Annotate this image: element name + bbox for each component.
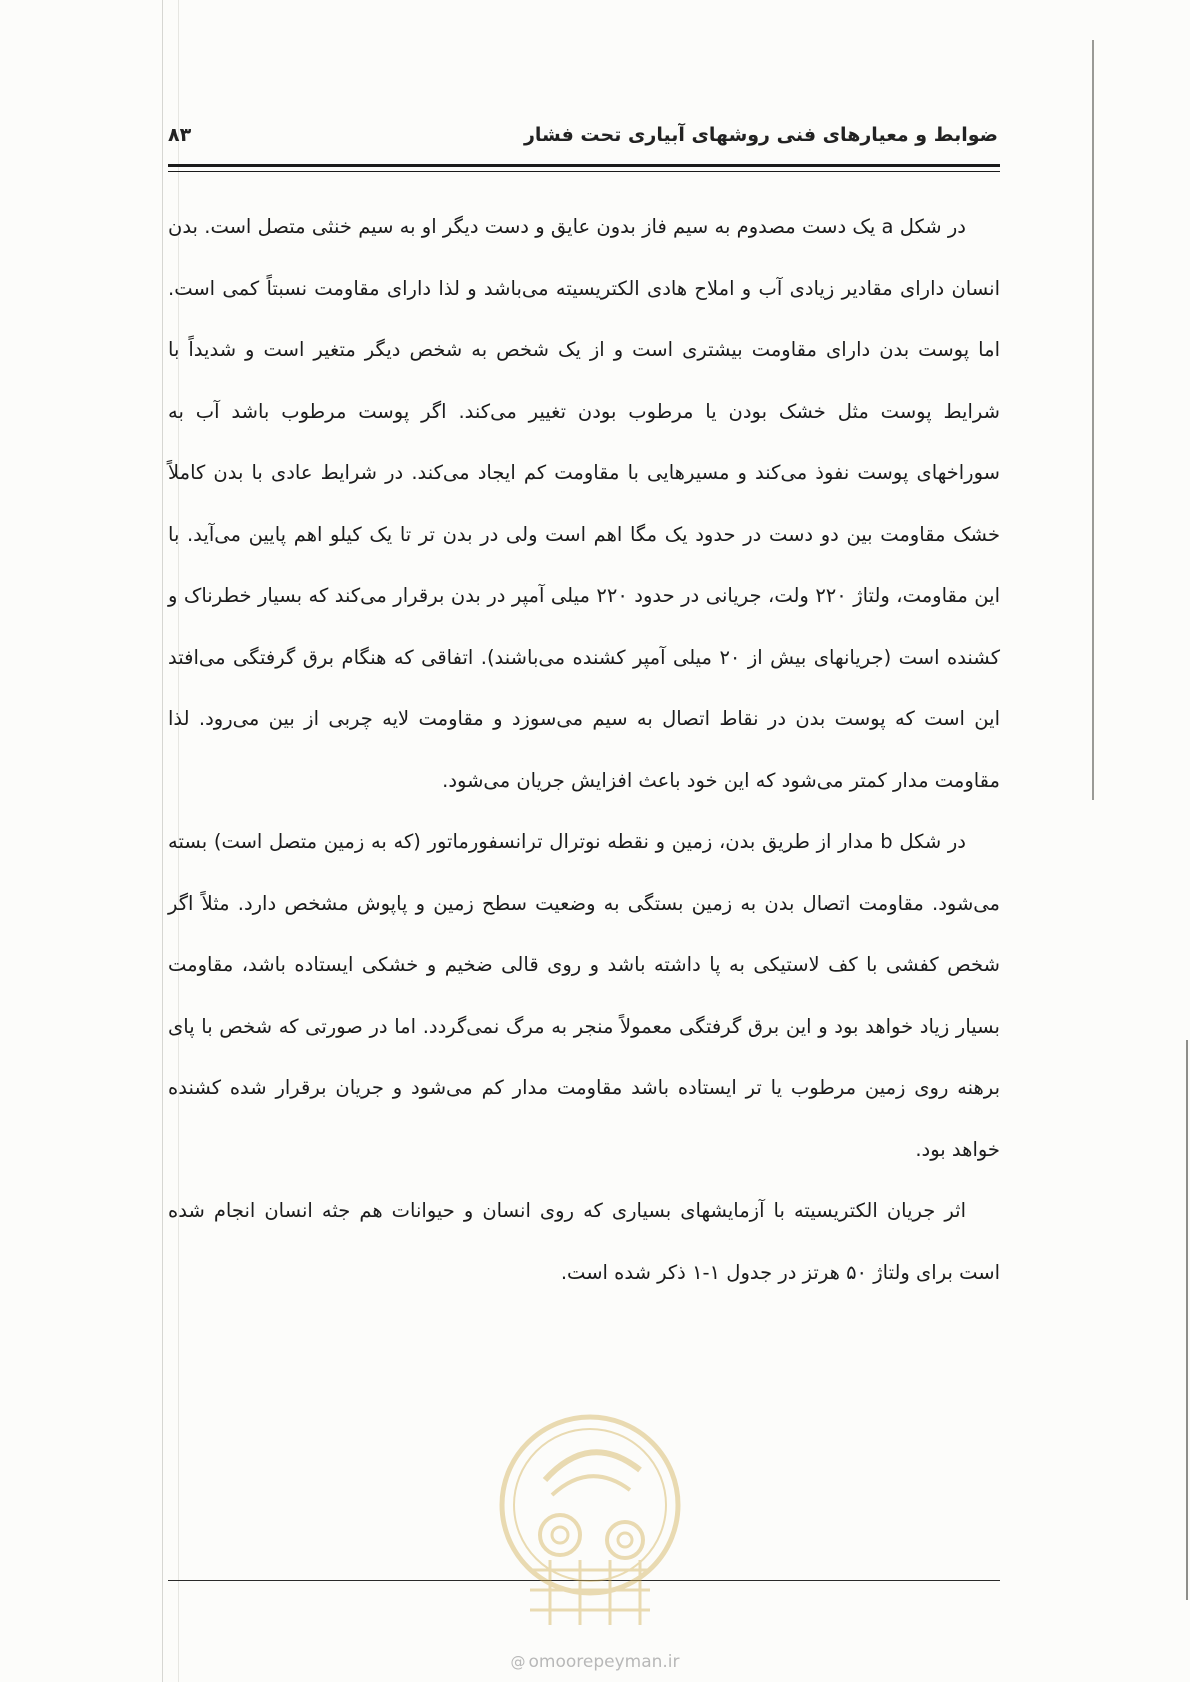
watermark-url xyxy=(0,1652,1190,1672)
body-text xyxy=(168,196,1000,1303)
header-rule-thin xyxy=(168,171,1000,172)
scan-edge-line xyxy=(162,0,163,1682)
page-number: ۸۳ xyxy=(168,124,192,146)
watermark-seal-icon xyxy=(490,1410,690,1640)
at-icon: @ xyxy=(510,1653,526,1671)
header-rule-thick xyxy=(168,164,1000,167)
paragraph: در شکل b مدار از طریق بدن، زمین و نقطه نوترال ترانسفورماتور (که به زمین متصل است) بسته می‌شود. مقاومت اتصال بدن به زمین بستگی به وضعیت سطح زمین و پاپوش مشخص دارد. مثلاً اگر شخص کفشی با کف لاستیکی به پا داشته باشد و روی قالی ضخیم و خشکی ایستاده باشد، مقاومت بسیار زیاد خواهد بود و این برق گرفتگی معمولاً منجر به مرگ نمی‌گردد. اما در صورتی که شخص با پای برهنه روی زمین مرطوب یا تر ایستاده باشد مقاومت مدار کم می‌شود و جریان برقرار شده کشنده خواهد بود. xyxy=(168,830,1000,1161)
watermark-url-text: omoorepeyman.ir xyxy=(528,1652,680,1672)
scan-edge-line xyxy=(1186,1040,1188,1600)
running-title: ضوابط و معیارهای فنی روشهای آبیاری تحت فشار xyxy=(523,124,998,146)
scan-edge-line xyxy=(1092,40,1094,800)
paragraph: اثر جریان الکتریسیته با آزمایشهای بسیاری که روی انسان و حیوانات هم جثه انسان انجام شده است برای ولتاژ ۵۰ هرتز در جدول ۱-۱ ذکر شده است. xyxy=(168,1199,1000,1284)
paragraph: در شکل a یک دست مصدوم به سیم فاز بدون عایق و دست دیگر او به سیم خنثی متصل است. بدن انسان دارای مقادیر زیادی آب و املاح هادی الکتریسیته می‌باشد و لذا دارای مقاومت نسبتاً کمی است. اما پوست بدن دارای مقاومت بیشتری است و از یک شخص به شخص دیگر متغیر است و شدیداً با شرایط پوست مثل خشک بودن یا مرطوب بودن تغییر می‌کند. اگر پوست مرطوب باشد آب به سوراخهای پوست نفوذ می‌کند و مسیرهایی با مقاومت کم ایجاد می‌کند. در شرایط عادی با بدن کاملاً خشک مقاومت بین دو دست در حدود یک مگا اهم است ولی در بدن تر تا یک کیلو اهم پایین می‌آید. با این مقاومت، ولتاژ ۲۲۰ ولت، جریانی در حدود ۲۲۰ میلی آمپر در بدن برقرار می‌کند که بسیار خطرناک و کشنده است (جریانهای بیش از ۲۰ میلی آمپر کشنده می‌باشند). اتفاقی که هنگام برق گرفتگی می‌افتد این است که پوست بدن در نقاط اتصال به سیم می‌سوزد و مقاومت لایه چربی از بین می‌رود. لذا مقاومت مدار کمتر می‌شود که این خود باعث افزایش جریان می‌شود. xyxy=(168,215,1000,792)
page-header xyxy=(168,124,998,154)
